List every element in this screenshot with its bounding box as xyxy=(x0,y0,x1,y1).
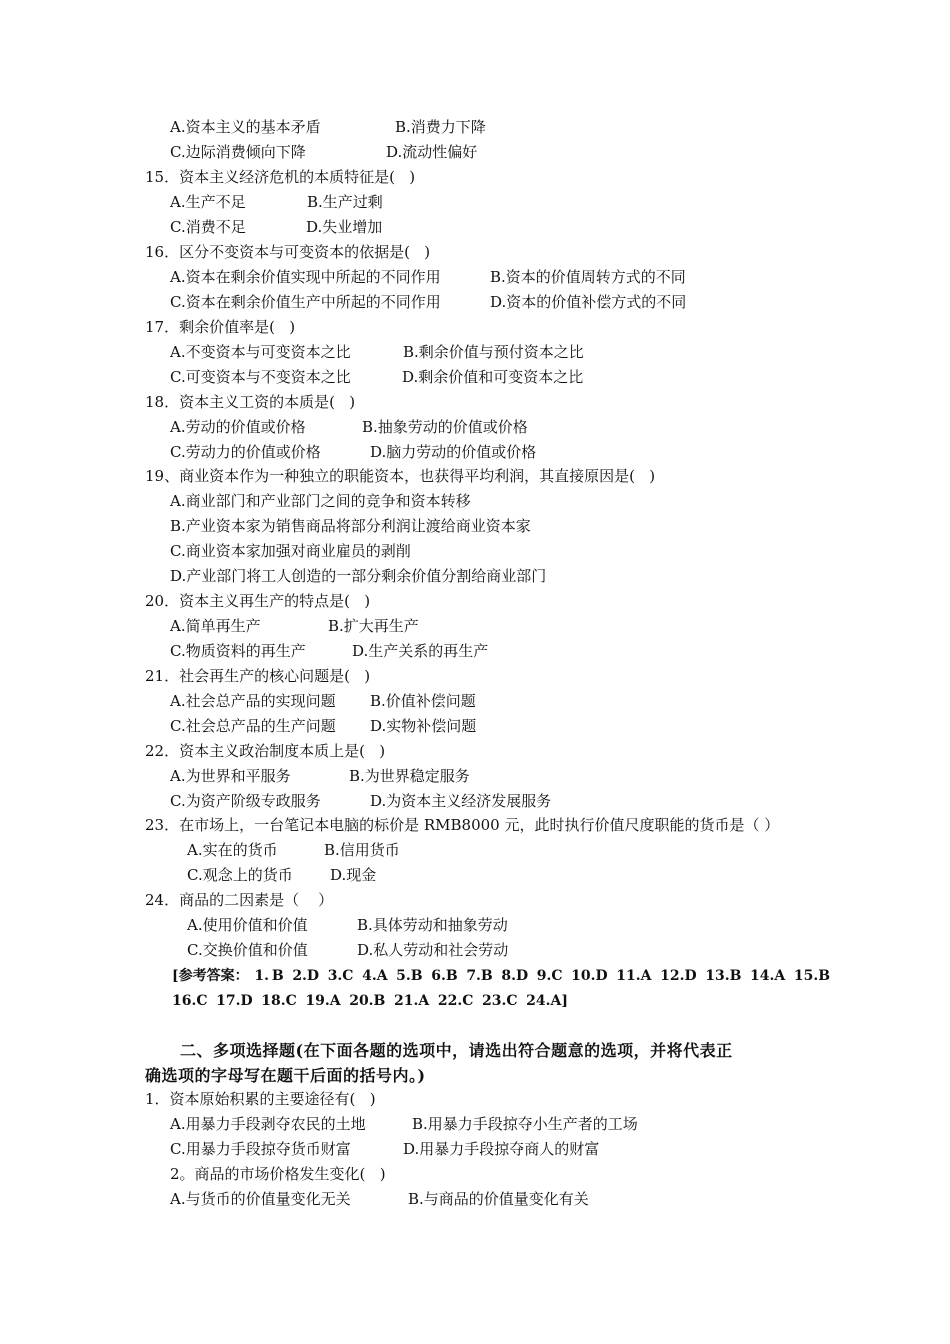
q20-option-a: A.简单再生产 xyxy=(170,617,261,635)
q24-stem: 24．商品的二因素是（ ） xyxy=(145,891,334,909)
answer-key-line-2: 16.C 17.D 18.C 19.A 20.B 21.A 22.C 23.C 24.A] xyxy=(172,993,568,1009)
q24-option-d: D.私人劳动和社会劳动 xyxy=(357,941,509,959)
q16-option-b: B.资本的价值周转方式的不同 xyxy=(490,268,686,286)
q17-option-d: D.剩余价值和可变资本之比 xyxy=(402,368,584,386)
s2-q1-option-c: C.用暴力手段掠夺货币财富 xyxy=(170,1140,351,1158)
q19-stem: 19、商业资本作为一种独立的职能资本，也获得平均利润，其直接原因是( ) xyxy=(145,467,656,485)
q15-option-a: A.生产不足 xyxy=(170,193,246,211)
q15-option-c: C.消费不足 xyxy=(170,218,246,236)
section-2-heading-line-1: 二、多项选择题(在下面各题的选项中，请选出符合题意的选项，并将代表正 xyxy=(180,1041,733,1060)
q14-option-d: D.流动性偏好 xyxy=(386,143,478,161)
s2-q1-option-a: A.用暴力手段剥夺农民的土地 xyxy=(170,1115,366,1133)
q23-option-b: B.信用货币 xyxy=(324,841,400,859)
q23-option-d: D.现金 xyxy=(330,866,377,884)
q15-option-b: B.生产过剩 xyxy=(307,193,383,211)
q16-option-a: A.资本在剩余价值实现中所起的不同作用 xyxy=(170,268,441,286)
q22-option-b: B.为世界稳定服务 xyxy=(349,767,470,785)
answer-key-line-1: [参考答案： 1. B 2.D 3.C 4.A 5.B 6.B 7.B 8.D 9.C 10.D 11.A 12.D 13.B 14.A 15.B xyxy=(172,968,831,984)
q21-option-d: D.实物补偿问题 xyxy=(370,717,477,735)
q18-stem: 18．资本主义工资的本质是( ) xyxy=(145,393,356,411)
q19-option-c: C.商业资本家加强对商业雇员的剥削 xyxy=(170,542,411,560)
q23-option-a: A.实在的货币 xyxy=(187,841,278,859)
q24-option-b: B.具体劳动和抽象劳动 xyxy=(357,916,508,934)
q16-option-d: D.资本的价值补偿方式的不同 xyxy=(490,293,687,311)
q15-option-d: D.失业增加 xyxy=(306,218,383,236)
q18-option-d: D.脑力劳动的价值或价格 xyxy=(370,443,537,461)
q22-option-a: A.为世界和平服务 xyxy=(170,767,291,785)
q22-option-c: C.为资产阶级专政服务 xyxy=(170,792,321,810)
q16-option-c: C.资本在剩余价值生产中所起的不同作用 xyxy=(170,293,441,311)
q17-option-b: B.剩余价值与预付资本之比 xyxy=(403,343,584,361)
q17-stem: 17．剩余价值率是( ) xyxy=(145,318,296,336)
s2-q2-option-b: B.与商品的价值量变化有关 xyxy=(408,1190,589,1208)
s2-q2-option-a: A.与货币的价值量变化无关 xyxy=(170,1190,351,1208)
q17-option-a: A.不变资本与可变资本之比 xyxy=(170,343,351,361)
s2-q1-option-d: D.用暴力手段掠夺商人的财富 xyxy=(403,1140,600,1158)
s2-q1-option-b: B.用暴力手段掠夺小生产者的工场 xyxy=(412,1115,638,1133)
q22-option-d: D.为资本主义经济发展服务 xyxy=(370,792,552,810)
q20-option-c: C.物质资料的再生产 xyxy=(170,642,306,660)
s2-q2-stem: 2。商品的市场价格发生变化( ) xyxy=(170,1165,386,1183)
q24-option-c: C.交换价值和价值 xyxy=(187,941,308,959)
q20-option-b: B.扩大再生产 xyxy=(328,617,419,635)
q15-stem: 15．资本主义经济危机的本质特征是( ) xyxy=(145,168,416,186)
q23-stem: 23．在市场上，一台笔记本电脑的标价是 RMB8000 元，此时执行价值尺度职能的货币是（ ） xyxy=(145,816,780,834)
q21-option-c: C.社会总产品的生产问题 xyxy=(170,717,336,735)
q19-option-d: D.产业部门将工人创造的一部分剩余价值分割给商业部门 xyxy=(170,567,547,585)
q23-option-c: C.观念上的货币 xyxy=(187,866,293,884)
q14-option-a: A.资本主义的基本矛盾 xyxy=(170,118,321,136)
q22-stem: 22．资本主义政治制度本质上是( ) xyxy=(145,742,386,760)
s2-q1-stem: 1．资本原始积累的主要途径有( ) xyxy=(145,1090,376,1108)
q17-option-c: C.可变资本与不变资本之比 xyxy=(170,368,351,386)
q21-option-b: B.价值补偿问题 xyxy=(370,692,476,710)
q14-option-c: C.边际消费倾向下降 xyxy=(170,143,306,161)
q21-option-a: A.社会总产品的实现问题 xyxy=(170,692,336,710)
q18-option-a: A.劳动的价值或价格 xyxy=(170,418,306,436)
q24-option-a: A.使用价值和价值 xyxy=(187,916,308,934)
q16-stem: 16．区分不变资本与可变资本的依据是( ) xyxy=(145,243,431,261)
q19-option-a: A.商业部门和产业部门之间的竞争和资本转移 xyxy=(170,492,471,510)
q21-stem: 21．社会再生产的核心问题是( ) xyxy=(145,667,371,685)
q20-option-d: D.生产关系的再生产 xyxy=(352,642,489,660)
q14-option-b: B.消费力下降 xyxy=(395,118,486,136)
q18-option-b: B.抽象劳动的价值或价格 xyxy=(362,418,528,436)
section-2-heading-line-2: 确选项的字母写在题干后面的括号内。) xyxy=(145,1066,426,1085)
q19-option-b: B.产业资本家为销售商品将部分利润让渡给商业资本家 xyxy=(170,517,531,535)
q20-stem: 20．资本主义再生产的特点是( ) xyxy=(145,592,371,610)
q18-option-c: C.劳动力的价值或价格 xyxy=(170,443,321,461)
